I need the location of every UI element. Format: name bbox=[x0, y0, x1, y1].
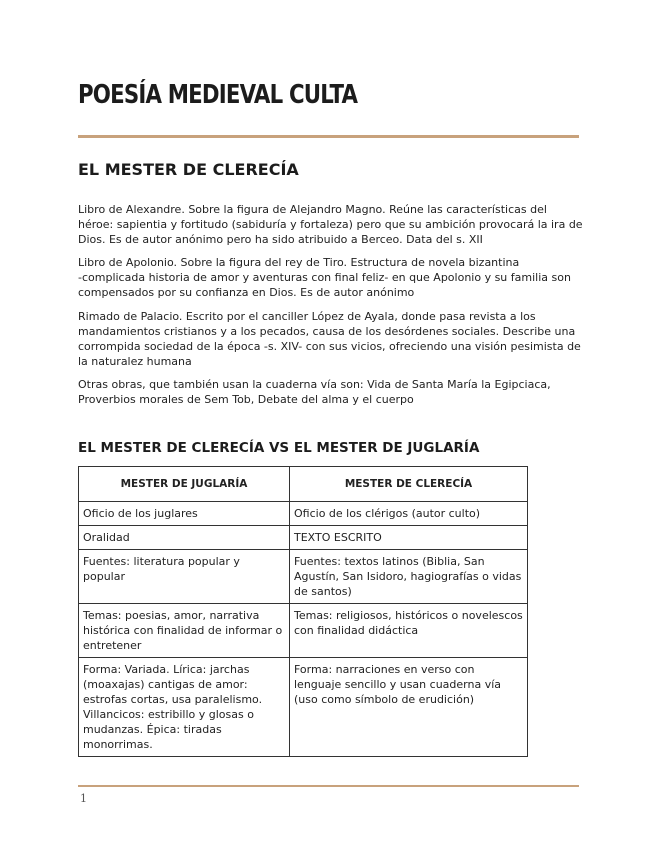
paragraph-line: mandamientos cristianos y a los pecados, causa de los desórdenes sociales. Describe una bbox=[78, 325, 576, 338]
table-cell bbox=[79, 604, 290, 658]
page-number: 1 bbox=[80, 792, 87, 805]
cell-line: Temas: poesias, amor, narrativa bbox=[83, 609, 260, 622]
paragraph-line: héroe: sapientia y fortitudo (sabiduría y fortaleza) pero que su ambición provocará la ira de bbox=[78, 218, 583, 231]
table-cell bbox=[79, 526, 290, 550]
cell-line: Oficio de los juglares bbox=[83, 507, 198, 520]
table-cell bbox=[79, 550, 290, 604]
cell-line: histórica con finalidad de informar o bbox=[83, 624, 283, 637]
paragraph-line: la naturalez humana bbox=[78, 355, 192, 368]
section-heading-comparison: EL MESTER DE CLERECÍA VS EL MESTER DE JUGLARÍA bbox=[78, 440, 480, 456]
cell-line: Villancicos: estribillo y glosas o bbox=[83, 708, 254, 721]
paragraph-otras-obras bbox=[78, 377, 580, 407]
column-header-juglaria: MESTER DE JUGLARÍA bbox=[79, 467, 290, 502]
cell-line: (moaxajas) cantigas de amor: bbox=[83, 678, 248, 691]
cell-line: estrofas cortas, usa paralelismo. bbox=[83, 693, 263, 706]
cell-line: Forma: narraciones en verso con bbox=[294, 663, 475, 676]
cell-line: Temas: religiosos, históricos o novelescos bbox=[294, 609, 523, 622]
section-heading-clerecia: EL MESTER DE CLERECÍA bbox=[78, 160, 299, 179]
table-row bbox=[79, 502, 528, 526]
page-title: POESÍA MEDIEVAL CULTA bbox=[78, 80, 358, 110]
paragraph-line: corrompida sociedad de la época -s. XIV- con sus vicios, ofreciendo una visión pesimista de bbox=[78, 340, 581, 353]
cell-line: Oficio de los clérigos (autor culto) bbox=[294, 507, 481, 520]
cell-line: mudanzas. Épica: tiradas bbox=[83, 723, 222, 736]
table-cell bbox=[290, 502, 528, 526]
cell-line: (uso como símbolo de erudición) bbox=[294, 693, 475, 706]
paragraph-line: Proverbios morales de Sem Tob, Debate del alma y el cuerpo bbox=[78, 393, 414, 406]
table-cell bbox=[79, 502, 290, 526]
paragraph-line: Libro de Apolonio. Sobre la figura del rey de Tiro. Estructura de novela bizantina bbox=[78, 256, 520, 269]
cell-line: entretener bbox=[83, 639, 142, 652]
paragraph-libro-alexandre bbox=[78, 202, 583, 247]
cell-line: con finalidad didáctica bbox=[294, 624, 419, 637]
table-cell bbox=[290, 604, 528, 658]
table-cell bbox=[290, 526, 528, 550]
table-row bbox=[79, 658, 528, 757]
comparison-table bbox=[78, 466, 528, 757]
paragraph-line: Dios. Es de autor anónimo pero ha sido atribuido a Berceo. Data del s. XII bbox=[78, 233, 483, 246]
table-row bbox=[79, 526, 528, 550]
paragraph-line: Libro de Alexandre. Sobre la figura de Alejandro Magno. Reúne las características del bbox=[78, 203, 547, 216]
table-cell bbox=[290, 550, 528, 604]
cell-line: de santos) bbox=[294, 585, 352, 598]
paragraph-line: compensados por su confianza en Dios. Es de autor anónimo bbox=[78, 286, 415, 299]
paragraph-rimado-palacio bbox=[78, 309, 580, 369]
cell-line: Oralidad bbox=[83, 531, 130, 544]
column-header-clerecia: MESTER DE CLERECÍA bbox=[290, 467, 528, 502]
table-row bbox=[79, 550, 528, 604]
cell-line: lenguaje sencillo y usan cuaderna vía bbox=[294, 678, 501, 691]
cell-line: Fuentes: literatura popular y bbox=[83, 555, 240, 568]
cell-line: Forma: Variada. Lírica: jarchas bbox=[83, 663, 250, 676]
paragraph-line: Rimado de Palacio. Escrito por el canciller López de Ayala, donde pasa revista a los bbox=[78, 310, 536, 323]
table-cell bbox=[79, 658, 290, 757]
table-row bbox=[79, 604, 528, 658]
paragraph-line: -complicada historia de amor y aventuras con final feliz- en que Apolonio y su familia son bbox=[78, 271, 571, 284]
cell-line: popular bbox=[83, 570, 125, 583]
cell-line: Fuentes: textos latinos (Biblia, San bbox=[294, 555, 485, 568]
paragraph-libro-apolonio bbox=[78, 255, 580, 300]
cell-line: TEXTO ESCRITO bbox=[294, 531, 382, 544]
footer-divider bbox=[78, 785, 579, 787]
table-cell bbox=[290, 658, 528, 757]
cell-line: monorrimas. bbox=[83, 738, 153, 751]
title-divider bbox=[78, 135, 579, 138]
table-header-row bbox=[79, 467, 528, 502]
cell-line: Agustín, San Isidoro, hagiografías o vidas bbox=[294, 570, 522, 583]
paragraph-line: Otras obras, que también usan la cuaderna vía son: Vida de Santa María la Egipciaca, bbox=[78, 378, 551, 391]
